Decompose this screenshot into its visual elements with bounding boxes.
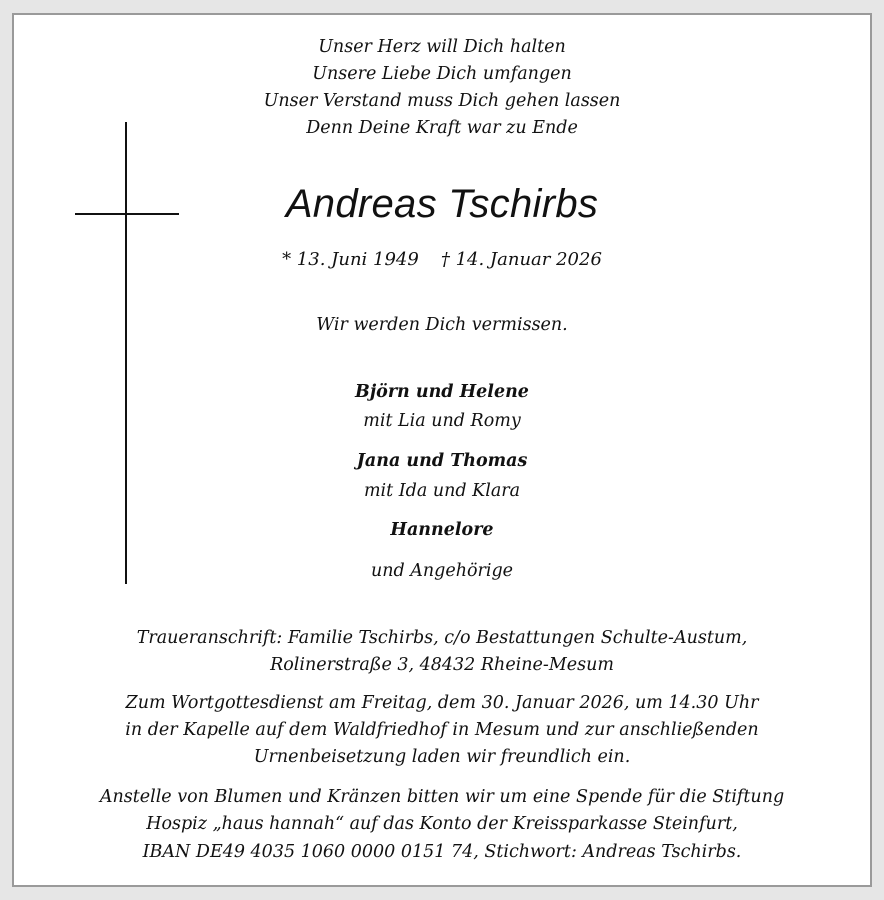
birth-date: * 13. Juni 1949 — [282, 249, 419, 270]
poem-line-3: Unser Verstand muss Dich gehen lassen — [263, 91, 621, 111]
family-group-1-sub: mit Lia und Romy — [363, 411, 521, 431]
family-group-1-names: Björn und Helene — [355, 382, 529, 402]
poem-line-1: Unser Herz will Dich halten — [318, 37, 566, 57]
family-group-3-names: Hannelore — [390, 520, 494, 540]
address-line-1: Traueranschrift: Familie Tschirbs, c/o Bestattungen Schulte-Austum, — [136, 628, 748, 648]
poem-line-4: Denn Deine Kraft war zu Ende — [306, 118, 578, 138]
service-line-1: Zum Wortgottesdienst am Freitag, dem 30. Januar 2026, um 14.30 Uhr — [125, 693, 759, 713]
family-group-2-names: Jana und Thomas — [356, 451, 528, 471]
life-dates — [0, 249, 884, 270]
donation-line-3: IBAN DE49 4035 1060 0000 0151 74, Stichwort: Andreas Tschirbs. — [142, 842, 742, 862]
deceased-name: Andreas Tschirbs — [285, 182, 599, 226]
poem-line-2: Unsere Liebe Dich umfangen — [312, 64, 572, 84]
death-date: † 14. Januar 2026 — [440, 249, 602, 270]
donation-line-1: Anstelle von Blumen und Kränzen bitten wir um eine Spende für die Stiftung — [99, 787, 785, 807]
farewell-text: Wir werden Dich vermissen. — [316, 315, 568, 335]
service-line-3: Urnenbeisetzung laden wir freundlich ein. — [253, 747, 631, 767]
family-group-2-sub: mit Ida und Klara — [363, 481, 521, 501]
donation-line-2: Hospiz „haus hannah“ auf das Konto der Kreissparkasse Steinfurt, — [146, 814, 738, 834]
family-relatives: und Angehörige — [370, 561, 514, 581]
service-line-2: in der Kapelle auf dem Waldfriedhof in Mesum und zur anschließenden — [125, 720, 759, 740]
address-line-2: Rolinerstraße 3, 48432 Rheine-Mesum — [270, 655, 614, 675]
